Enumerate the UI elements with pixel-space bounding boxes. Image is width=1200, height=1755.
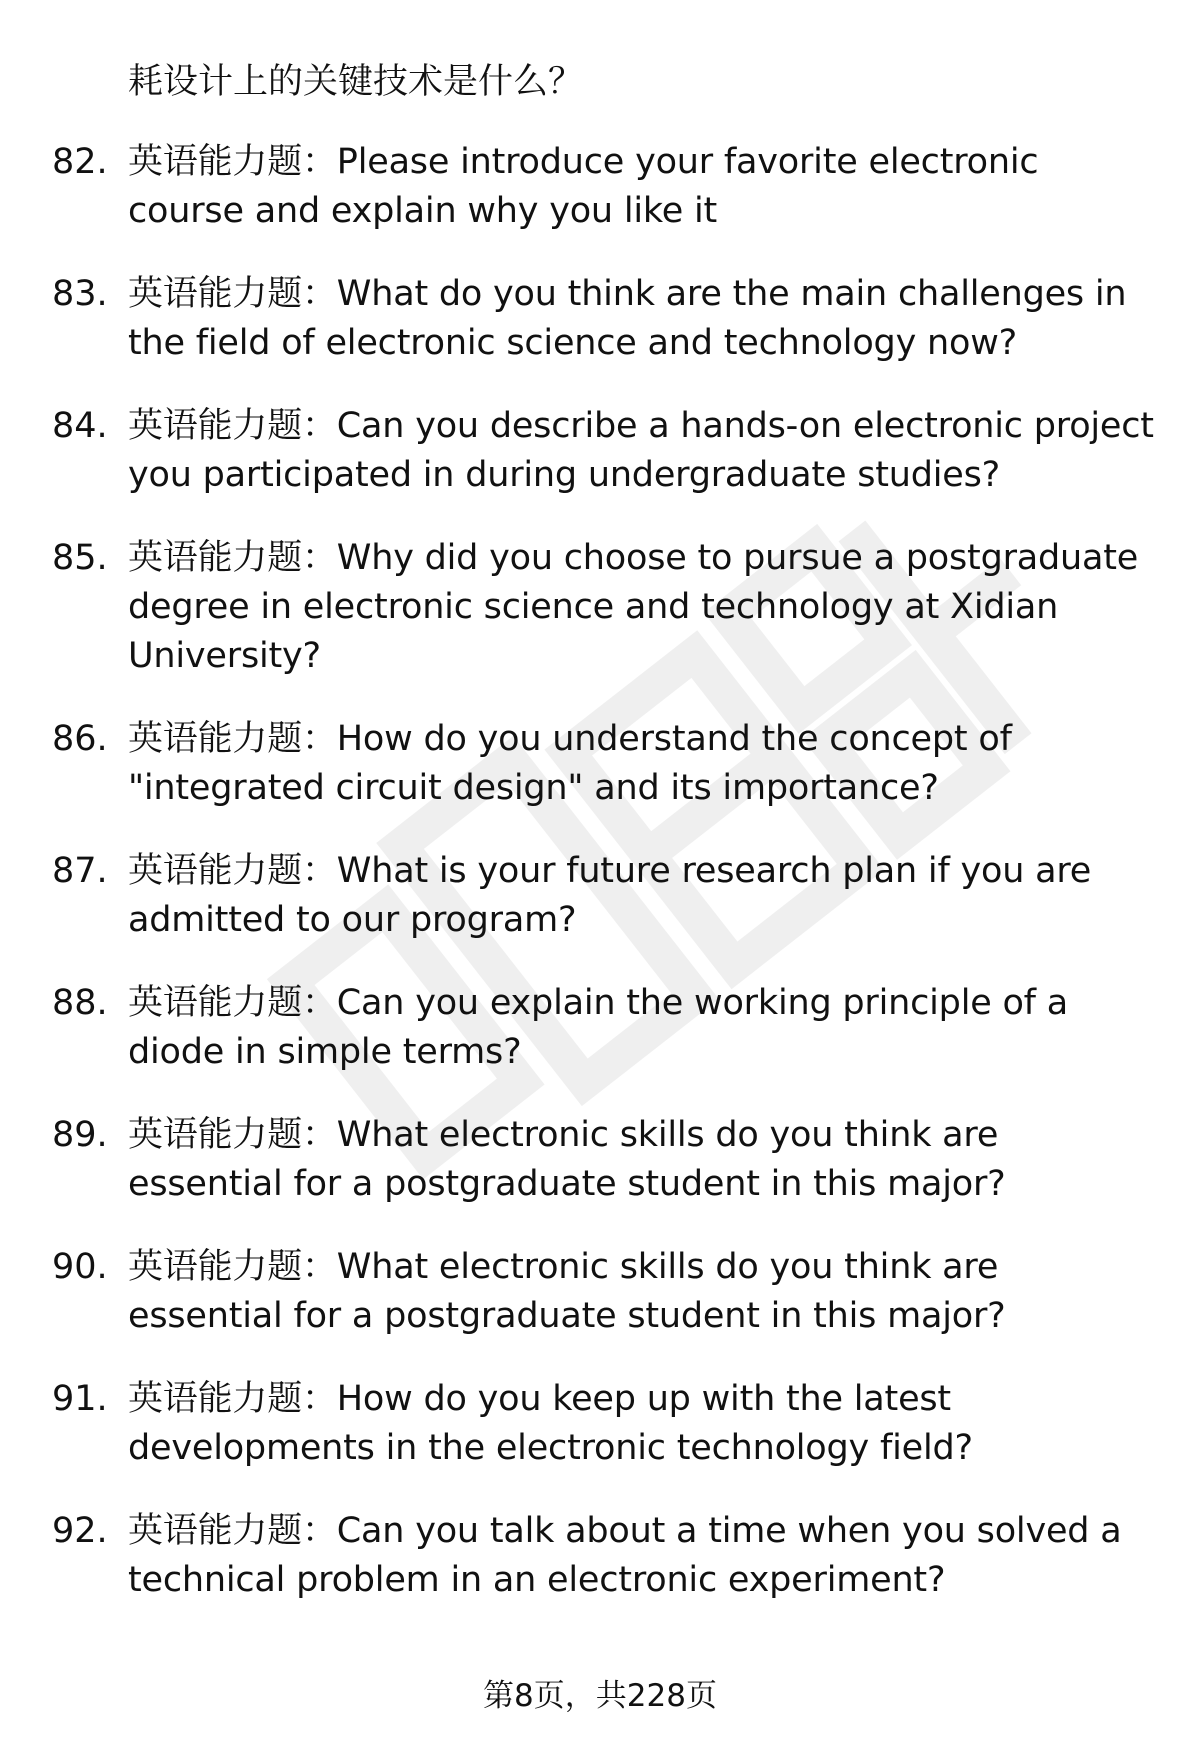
- question-number: 88.: [52, 983, 108, 1023]
- question-number: 83.: [52, 274, 108, 314]
- question-text-line: 英语能力题：Please introduce your favorite electronic: [128, 142, 1039, 182]
- question-text: [128, 847, 1173, 945]
- question-text: [128, 1111, 1173, 1209]
- question-number: 91.: [52, 1379, 108, 1419]
- question-text-line: course and explain why you like it: [128, 191, 718, 231]
- question-text-line: you participated in during undergraduate studies?: [128, 455, 1001, 495]
- question-number: 86.: [52, 719, 108, 759]
- question-text: [128, 1507, 1173, 1605]
- question-item: [0, 402, 1200, 500]
- question-text-line: developments in the electronic technology field?: [128, 1428, 973, 1468]
- question-item: [0, 270, 1200, 368]
- question-number: 85.: [52, 538, 108, 578]
- question-item: [0, 1375, 1200, 1473]
- question-text-line: diode in simple terms?: [128, 1032, 522, 1072]
- question-text-line: degree in electronic science and technology at Xidian: [128, 587, 1059, 627]
- question-text-line: the field of electronic science and technology now?: [128, 323, 1017, 363]
- question-text-line: 英语能力题：What do you think are the main challenges in: [128, 274, 1127, 314]
- question-text: [128, 138, 1173, 236]
- question-text-line: 英语能力题：How do you keep up with the latest: [128, 1379, 951, 1419]
- question-text-line: 英语能力题：What electronic skills do you think are: [128, 1115, 999, 1155]
- question-text-line: admitted to our program?: [128, 900, 577, 940]
- question-text: [128, 715, 1173, 813]
- question-text-line: essential for a postgraduate student in this major?: [128, 1296, 1006, 1336]
- question-text: [128, 979, 1173, 1077]
- question-item: [0, 1507, 1200, 1605]
- question-text-line: 英语能力题：What is your future research plan if you are: [128, 851, 1092, 891]
- question-item: [0, 138, 1200, 236]
- question-text: [128, 1375, 1173, 1473]
- question-text-line: "integrated circuit design" and its importance?: [128, 768, 939, 808]
- question-list: [0, 138, 1200, 1639]
- question-text: [128, 270, 1173, 368]
- question-text-line: University?: [128, 636, 321, 676]
- page-footer: 第8页，共228页: [483, 1678, 717, 1714]
- question-text: [128, 402, 1173, 500]
- question-item: [0, 715, 1200, 813]
- question-text-line: 英语能力题：Can you explain the working principle of a: [128, 983, 1068, 1023]
- question-number: 92.: [52, 1511, 108, 1551]
- question-item: [0, 847, 1200, 945]
- question-text: [128, 534, 1173, 681]
- question-number: 82.: [52, 142, 108, 182]
- question-item: [0, 534, 1200, 681]
- carryover-text: 耗设计上的关键技术是什么？: [128, 62, 584, 102]
- question-text-line: 英语能力题：How do you understand the concept of: [128, 719, 1012, 759]
- question-text-line: 英语能力题：What electronic skills do you think are: [128, 1247, 999, 1287]
- question-number: 90.: [52, 1247, 108, 1287]
- question-item: [0, 979, 1200, 1077]
- question-text-line: technical problem in an electronic experiment?: [128, 1560, 946, 1600]
- question-text-line: essential for a postgraduate student in this major?: [128, 1164, 1006, 1204]
- question-number: 89.: [52, 1115, 108, 1155]
- question-number: 87.: [52, 851, 108, 891]
- question-item: [0, 1111, 1200, 1209]
- question-text-line: 英语能力题：Can you talk about a time when you solved a: [128, 1511, 1122, 1551]
- question-text-line: 英语能力题：Why did you choose to pursue a postgraduate: [128, 538, 1139, 578]
- question-item: [0, 1243, 1200, 1341]
- question-text: [128, 1243, 1173, 1341]
- question-text-line: 英语能力题：Can you describe a hands-on electronic project: [128, 406, 1154, 446]
- question-number: 84.: [52, 406, 108, 446]
